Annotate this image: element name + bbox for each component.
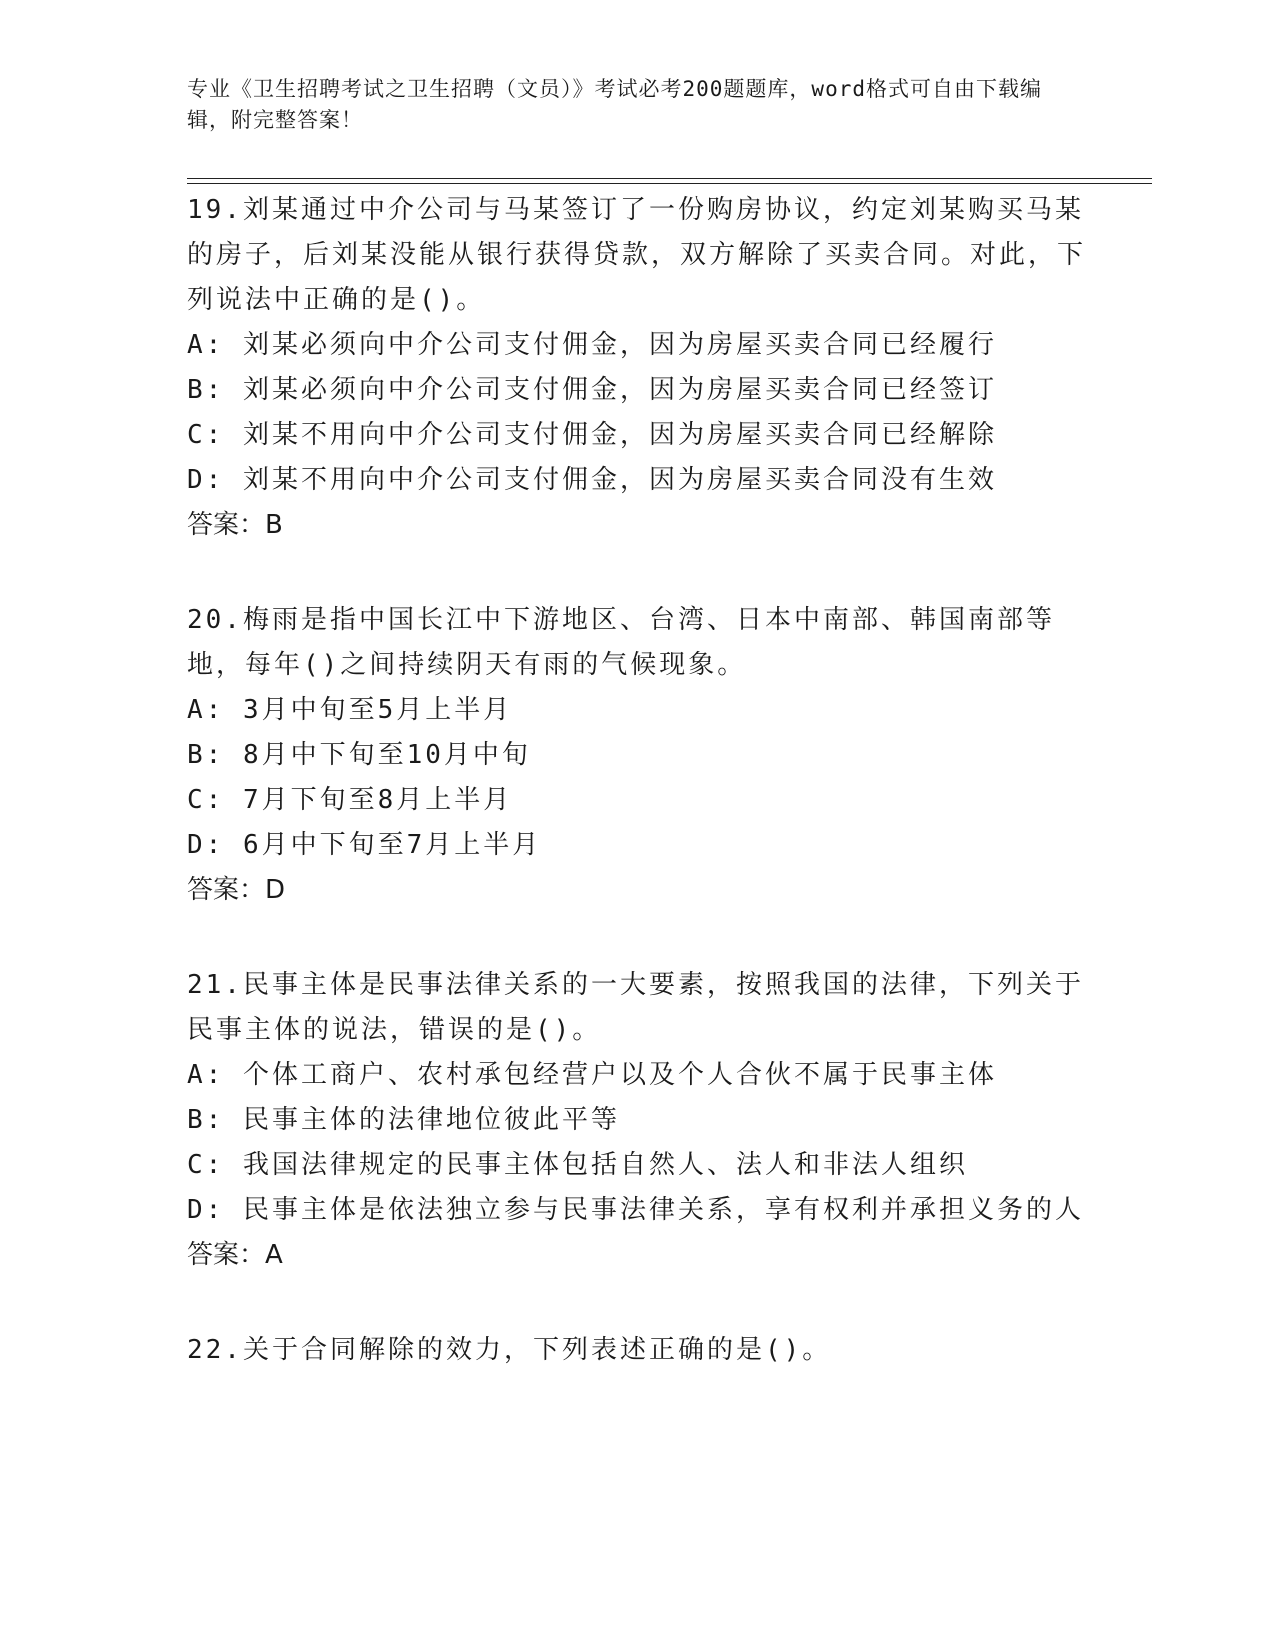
- option-b: B: 民事主体的法律地位彼此平等: [187, 1105, 620, 1135]
- question-20: [187, 598, 1087, 913]
- question-22: [187, 1328, 1087, 1373]
- question-21: [187, 963, 1087, 1278]
- header-divider-bottom: [187, 183, 1152, 184]
- option-a: A: 刘某必须向中介公司支付佣金，因为房屋买卖合同已经履行: [187, 330, 997, 360]
- option-a: A: 3月中旬至5月上半月: [187, 695, 513, 725]
- header-text: 专业《卫生招聘考试之卫生招聘（文员）》考试必考200题题库，word格式可自由下载编辑，附完整答案！: [187, 77, 1042, 132]
- option-b: B: 刘某必须向中介公司支付佣金，因为房屋买卖合同已经签订: [187, 375, 997, 405]
- option-d: D: 刘某不用向中介公司支付佣金，因为房屋买卖合同没有生效: [187, 465, 997, 495]
- option-d: D: 6月中下旬至7月上半月: [187, 830, 542, 860]
- question-stem: 20.梅雨是指中国长江中下游地区、台湾、日本中南部、韩国南部等地，每年()之间持续阴天有雨的气候现象。: [187, 605, 1055, 680]
- option-c: C: 刘某不用向中介公司支付佣金，因为房屋买卖合同已经解除: [187, 420, 997, 450]
- question-19: [187, 188, 1087, 548]
- question-stem: 21.民事主体是民事法律关系的一大要素，按照我国的法律，下列关于民事主体的说法，错误的是()。: [187, 970, 1084, 1045]
- answer: 答案：A: [187, 1240, 283, 1270]
- question-stem: 19.刘某通过中介公司与马某签订了一份购房协议，约定刘某购买马某的房子，后刘某没能从银行获得贷款，双方解除了买卖合同。对此，下列说法中正确的是()。: [187, 195, 1087, 315]
- document-header: [187, 74, 1067, 136]
- option-c: C: 7月下旬至8月上半月: [187, 785, 513, 815]
- answer: 答案：B: [187, 510, 283, 540]
- header-divider-top: [187, 178, 1152, 179]
- question-stem: 22.关于合同解除的效力，下列表述正确的是()。: [187, 1335, 832, 1365]
- option-a: A: 个体工商户、农村承包经营户以及个人合伙不属于民事主体: [187, 1060, 997, 1090]
- answer: 答案：D: [187, 875, 286, 905]
- option-c: C: 我国法律规定的民事主体包括自然人、法人和非法人组织: [187, 1150, 968, 1180]
- option-d: D: 民事主体是依法独立参与民事法律关系，享有权利并承担义务的人: [187, 1195, 1084, 1225]
- option-b: B: 8月中下旬至10月中旬: [187, 740, 531, 770]
